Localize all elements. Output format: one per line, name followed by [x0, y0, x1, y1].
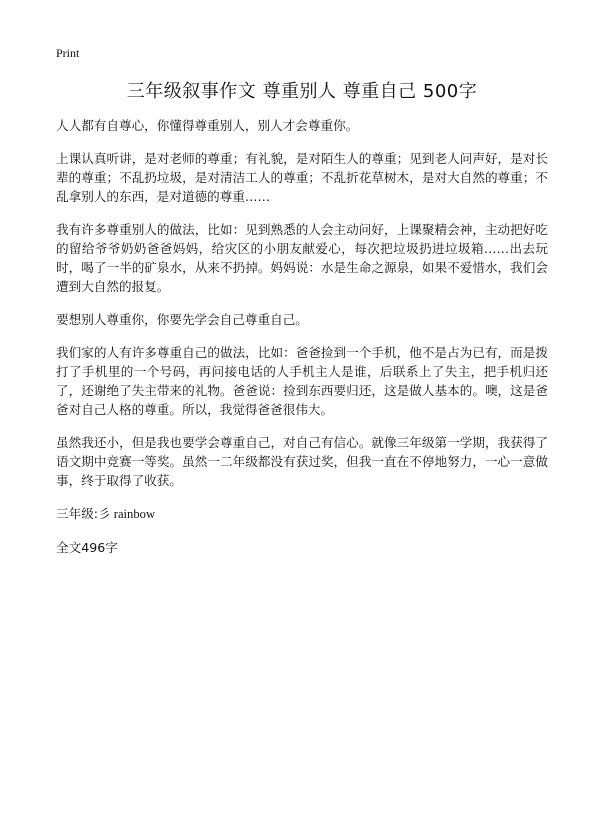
print-link[interactable]: Print	[56, 46, 80, 60]
paragraph: 虽然我还小，但是我也要学会尊重自己，对自己有信心。就像三年级第一学期，我获得了语文期中竞赛一等奖。虽然一二年级都没有获过奖，但我一直在不停地努力，一心一意做事，终于取得了收获。	[56, 435, 548, 488]
author-name: rainbow	[110, 507, 156, 521]
paragraph: 上课认真听讲，是对老师的尊重；有礼貌，是对陌生人的尊重；见到老人问声好，是对长辈的尊重；不乱扔垃圾，是对清洁工人的尊重；不乱折花草树木，是对大自然的尊重；不乱拿别人的东西，是对道德的尊重……	[56, 151, 548, 204]
paragraph: 要想别人尊重你，你要先学会自己尊重自己。	[56, 312, 308, 327]
author-line	[56, 504, 548, 524]
paragraph: 我有许多尊重别人的做法，比如：见到熟悉的人会主动问好，上课聚精会神，主动把好吃的留给爷爷奶奶爸爸妈妈，给灾区的小朋友献爱心，每次把垃圾扔进垃圾箱……出去玩时，喝了一半的矿泉水，从来不扔掉。妈妈说：水是生命之源泉，如果不爱惜水，我们会遭到大自然的报复。	[56, 222, 548, 294]
word-count: 全文496字	[56, 540, 118, 555]
article-body	[56, 116, 548, 571]
article-title: 三年级叙事作文 尊重别人 尊重自己 500字	[126, 81, 478, 102]
paragraph: 人人都有自尊心，你懂得尊重别人，别人才会尊重你。	[56, 118, 359, 133]
paragraph: 我们家的人有许多尊重自己的做法，比如：爸爸捡到一个手机，他不是占为已有，而是拨打了手机里的一个号码，再问接电话的人手机主人是谁，后联系上了失主，把手机归还了，还谢绝了失主带来的礼物。爸爸说：捡到东西要归还，这是做人基本的。噢，这是爸爸对自己人格的尊重。所以，我觉得爸爸很伟大。	[56, 345, 548, 417]
author-prefix: 三年级:彡	[56, 506, 111, 521]
